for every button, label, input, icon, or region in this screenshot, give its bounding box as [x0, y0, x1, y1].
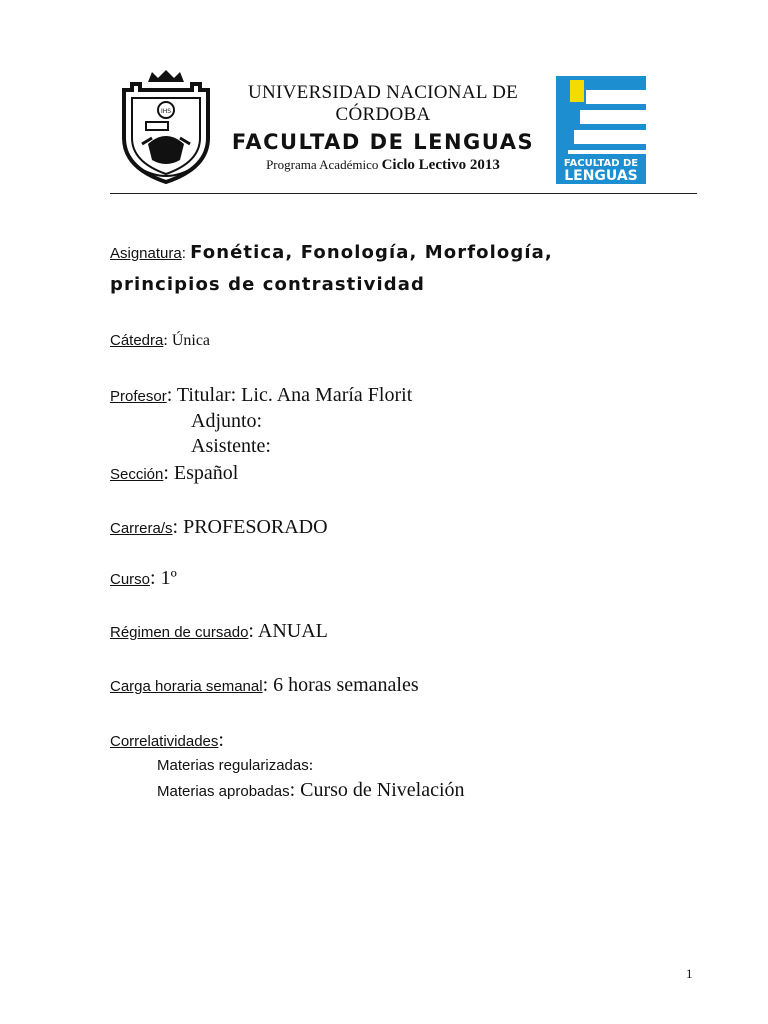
seccion-row	[110, 462, 238, 485]
catedra-value: : Única	[163, 332, 211, 349]
correlatividades-row	[110, 729, 224, 752]
logo-text-bottom: LENGUAS	[564, 168, 638, 184]
profesor-asistente: Asistente:	[191, 435, 271, 457]
program-cycle: Ciclo Lectivo 2013	[381, 157, 500, 173]
university-name: UNIVERSIDAD NACIONAL DE CÓRDOBA	[247, 82, 519, 125]
carrera-value: : PROFESORADO	[172, 516, 328, 538]
aprobadas-value: : Curso de Nivelación	[289, 779, 465, 801]
header-titles	[218, 82, 548, 174]
university-seal-icon	[118, 68, 214, 184]
carga-value: : 6 horas semanales	[262, 674, 419, 696]
seal-text: IHS	[160, 108, 172, 115]
asignatura-row-2	[110, 274, 425, 295]
document-header	[110, 60, 697, 193]
aprobadas-row	[157, 779, 465, 802]
regimen-label: Régimen de cursado	[110, 624, 249, 641]
regularizadas-label: Materias regularizadas	[157, 757, 309, 774]
carrera-row	[110, 516, 328, 539]
carga-row	[110, 674, 419, 697]
profesor-label: Profesor	[110, 388, 167, 405]
asignatura-colon: :	[181, 245, 191, 262]
faculty-logo-icon	[556, 76, 646, 184]
adjunto-row	[191, 410, 262, 433]
carrera-label: Carrera/s	[110, 520, 173, 537]
curso-label: Curso	[110, 571, 151, 588]
regimen-row	[110, 620, 328, 643]
page-number: 1	[686, 966, 693, 981]
aprobadas-label: Materias aprobadas	[157, 783, 290, 800]
asignatura-line2: principios de contrastividad	[110, 274, 425, 295]
header-divider	[110, 193, 697, 194]
program-prefix: Programa Académico	[266, 157, 382, 172]
profesor-titular: : Titular: Lic. Ana María Florit	[166, 384, 413, 406]
curso-value: : 1º	[150, 567, 177, 589]
regularizadas-colon: :	[308, 757, 314, 774]
correlatividades-label: Correlatividades	[110, 733, 219, 750]
profesor-adjunto: Adjunto:	[191, 410, 263, 432]
seccion-label: Sección	[110, 466, 164, 483]
asignatura-row	[110, 242, 553, 263]
program-line	[218, 157, 548, 174]
correlatividades-colon: :	[218, 729, 224, 751]
carga-label: Carga horaria semanal	[110, 678, 263, 695]
catedra-row	[110, 332, 210, 350]
asignatura-label: Asignatura	[110, 245, 182, 262]
asignatura-line1: Fonética, Fonología, Morfología,	[190, 242, 553, 263]
seccion-value: : Español	[163, 462, 239, 484]
curso-row	[110, 567, 177, 590]
faculty-name: FACULTAD DE LENGUAS	[231, 130, 535, 154]
logo-text-top: FACULTAD DE	[563, 158, 639, 169]
asistente-row	[191, 435, 271, 458]
profesor-row	[110, 384, 412, 407]
regimen-value: : ANUAL	[248, 620, 328, 642]
regularizadas-row	[157, 757, 313, 775]
catedra-label: Cátedra	[110, 332, 164, 349]
